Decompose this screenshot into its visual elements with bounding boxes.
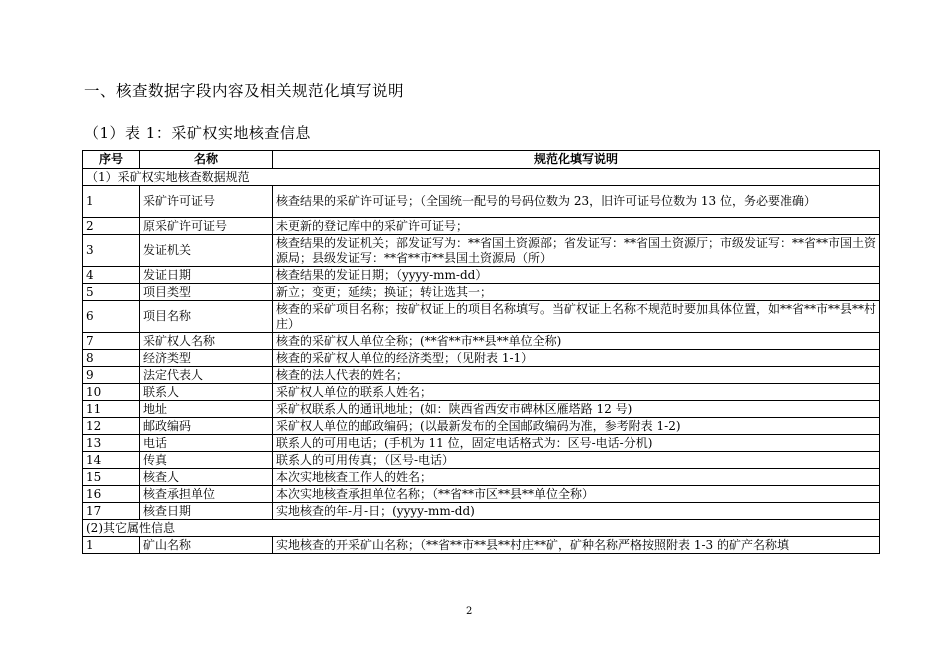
row-index: 9 — [83, 367, 140, 384]
table-row — [83, 469, 880, 486]
table-row — [83, 350, 880, 367]
row-name: 发证日期 — [140, 267, 273, 284]
row-description: 实地核查的年-月-日；(yyyy-mm-dd) — [273, 503, 880, 520]
row-description: 核查结果的采矿许可证号；（全国统一配号的号码位数为 23，旧许可证号位数为 13 位，务必要准确） — [273, 186, 880, 218]
row-name: 矿山名称 — [140, 537, 273, 554]
row-description: 核查的采矿权人单位的经济类型；（见附表 1-1） — [273, 350, 880, 367]
table-row — [83, 503, 880, 520]
row-name: 核查日期 — [140, 503, 273, 520]
header-description: 规范化填写说明 — [273, 151, 880, 169]
row-index: 8 — [83, 350, 140, 367]
section-title: (2)其它属性信息 — [83, 520, 880, 537]
row-name: 传真 — [140, 452, 273, 469]
table-row — [83, 537, 880, 554]
table-row — [83, 284, 880, 301]
row-index: 10 — [83, 384, 140, 401]
table-row — [83, 235, 880, 267]
row-name: 发证机关 — [140, 235, 273, 267]
section-row — [83, 169, 880, 186]
row-index: 12 — [83, 418, 140, 435]
row-description: 核查结果的发证机关；部发证写为：**省国土资源部；省发证写：**省国土资源厅；市级发证写：**省**市国土资源局；县级发证写：**省**市**县国土资源局（所） — [273, 235, 880, 267]
row-name: 联系人 — [140, 384, 273, 401]
row-index: 3 — [83, 235, 140, 267]
row-name: 地址 — [140, 401, 273, 418]
row-description: 核查的采矿权人单位全称；(**省**市**县**单位全称) — [273, 333, 880, 350]
row-name: 项目名称 — [140, 301, 273, 333]
row-index: 6 — [83, 301, 140, 333]
row-description: 联系人的可用电话；(手机为 11 位，固定电话格式为：区号-电话-分机) — [273, 435, 880, 452]
table-row — [83, 333, 880, 350]
table-header-row — [83, 151, 880, 169]
table-caption: （1）表 1：采矿权实地核查信息 — [84, 124, 311, 142]
table-row — [83, 435, 880, 452]
table-row — [83, 301, 880, 333]
row-name: 核查承担单位 — [140, 486, 273, 503]
table-row — [83, 267, 880, 284]
section-title: （1）采矿权实地核查数据规范 — [83, 169, 880, 186]
row-index: 4 — [83, 267, 140, 284]
row-name: 采矿权人名称 — [140, 333, 273, 350]
row-name: 原采矿许可证号 — [140, 218, 273, 235]
table-row — [83, 367, 880, 384]
row-name: 法定代表人 — [140, 367, 273, 384]
row-description: 本次实地核查承担单位名称；（**省**市区**县**单位全称） — [273, 486, 880, 503]
row-index: 16 — [83, 486, 140, 503]
row-name: 经济类型 — [140, 350, 273, 367]
row-description: 采矿权人单位的联系人姓名； — [273, 384, 880, 401]
table-row — [83, 218, 880, 235]
table-row — [83, 452, 880, 469]
row-name: 项目类型 — [140, 284, 273, 301]
row-description: 未更新的登记库中的采矿许可证号； — [273, 218, 880, 235]
table-row — [83, 186, 880, 218]
row-description: 实地核查的开采矿山名称；（**省**市**县**村庄**矿，矿种名称严格按照附表 1-3 的矿产名称填 — [273, 537, 880, 554]
row-description: 新立；变更；延续；换证；转让选其一； — [273, 284, 880, 301]
row-name: 电话 — [140, 435, 273, 452]
table-row — [83, 486, 880, 503]
table-row — [83, 418, 880, 435]
row-name: 采矿许可证号 — [140, 186, 273, 218]
row-index: 14 — [83, 452, 140, 469]
row-index: 1 — [83, 537, 140, 554]
row-index: 13 — [83, 435, 140, 452]
row-description: 采矿权人单位的邮政编码；(以最新发布的全国邮政编码为准，参考附表 1-2) — [273, 418, 880, 435]
header-index: 序号 — [83, 151, 140, 169]
row-description: 联系人的可用传真；（区号-电话） — [273, 452, 880, 469]
table-row — [83, 384, 880, 401]
row-index: 7 — [83, 333, 140, 350]
table-row — [83, 401, 880, 418]
row-index: 17 — [83, 503, 140, 520]
section-heading: 一、核查数据字段内容及相关规范化填写说明 — [84, 82, 405, 100]
row-description: 核查结果的发证日期；（yyyy-mm-dd） — [273, 267, 880, 284]
row-description: 核查的法人代表的姓名； — [273, 367, 880, 384]
page-number: 2 — [466, 606, 473, 617]
section-row — [83, 520, 880, 537]
row-name: 邮政编码 — [140, 418, 273, 435]
row-index: 2 — [83, 218, 140, 235]
row-index: 15 — [83, 469, 140, 486]
row-name: 核查人 — [140, 469, 273, 486]
spec-table — [82, 150, 880, 554]
header-name: 名称 — [140, 151, 273, 169]
row-index: 1 — [83, 186, 140, 218]
row-description: 采矿权联系人的通讯地址；(如：陕西省西安市碑林区雁塔路 12 号) — [273, 401, 880, 418]
row-description: 核查的采矿项目名称；按矿权证上的项目名称填写。当矿权证上名称不规范时要加具体位置，如**省**市**县**村庄） — [273, 301, 880, 333]
row-description: 本次实地核查工作人的姓名； — [273, 469, 880, 486]
row-index: 11 — [83, 401, 140, 418]
row-index: 5 — [83, 284, 140, 301]
